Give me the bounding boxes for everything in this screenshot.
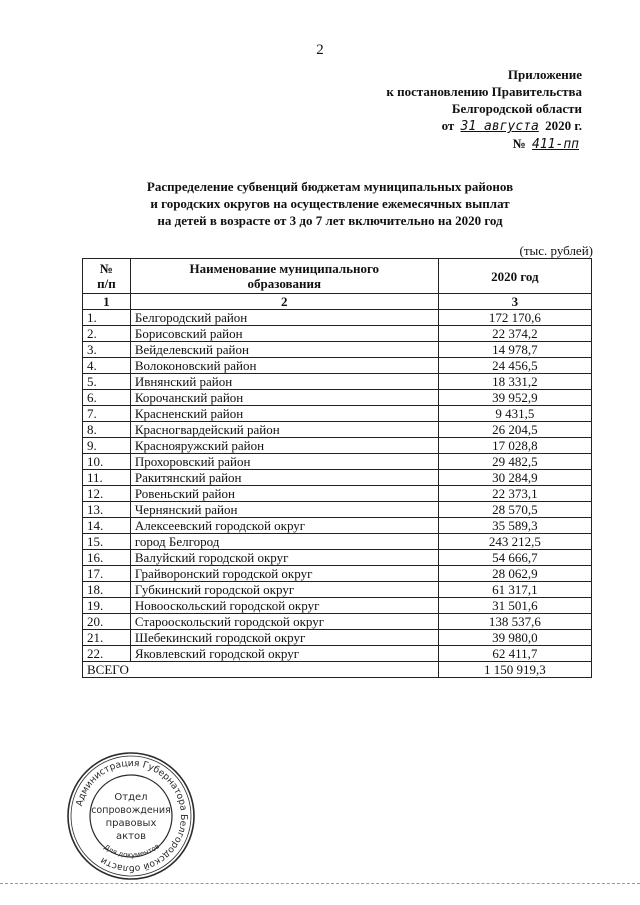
row-name: Алексеевский городской округ (130, 518, 438, 534)
table-row (83, 438, 592, 454)
table-total-row (83, 662, 592, 678)
index-col-3: 3 (438, 294, 591, 310)
row-num: 18. (83, 582, 131, 598)
row-value: 14 978,7 (438, 342, 591, 358)
stamp-bottom-text: Для документов (102, 842, 162, 860)
row-name: Ивнянский район (130, 374, 438, 390)
stamp-graphic (65, 750, 197, 882)
row-num: 17. (83, 566, 131, 582)
table-row (83, 374, 592, 390)
row-num: 11. (83, 470, 131, 486)
row-value: 22 374,2 (438, 326, 591, 342)
row-num: 8. (83, 422, 131, 438)
row-value: 9 431,5 (438, 406, 591, 422)
row-num: 20. (83, 614, 131, 630)
header-name-line2: образования (247, 276, 322, 291)
row-value: 18 331,2 (438, 374, 591, 390)
table-row (83, 310, 592, 326)
row-value: 39 980,0 (438, 630, 591, 646)
row-name: Краснояружский район (130, 438, 438, 454)
row-value: 30 284,9 (438, 470, 591, 486)
table-row (83, 486, 592, 502)
title-line2: и городских округов на осуществление ежемесячных выплат (150, 196, 510, 211)
row-num: 7. (83, 406, 131, 422)
table-row (83, 422, 592, 438)
table-row (83, 390, 592, 406)
table-row (83, 598, 592, 614)
subsidy-table (82, 258, 592, 678)
row-name: город Белгород (130, 534, 438, 550)
table-row (83, 566, 592, 582)
title-line3: на детей в возрасте от 3 до 7 лет включительно на 2020 год (157, 213, 503, 228)
row-name: Красногвардейский район (130, 422, 438, 438)
document-title (80, 178, 580, 229)
row-num: 10. (83, 454, 131, 470)
row-value: 24 456,5 (438, 358, 591, 374)
row-num: 1. (83, 310, 131, 326)
table-header-row (83, 259, 592, 294)
total-value: 1 150 919,3 (438, 662, 591, 678)
table-row (83, 534, 592, 550)
row-value: 17 028,8 (438, 438, 591, 454)
appendix-number (282, 135, 582, 153)
appendix-line3: Белгородской области (451, 101, 582, 116)
row-value: 29 482,5 (438, 454, 591, 470)
table-row (83, 342, 592, 358)
table-body (83, 310, 592, 662)
header-num-line1: № (99, 261, 113, 276)
row-value: 243 212,5 (438, 534, 591, 550)
number-prefix: № (512, 136, 526, 151)
row-value: 28 570,5 (438, 502, 591, 518)
header-name (130, 259, 438, 294)
table-row (83, 470, 592, 486)
row-num: 19. (83, 598, 131, 614)
header-year: 2020 год (438, 259, 591, 294)
row-num: 15. (83, 534, 131, 550)
table-row (83, 646, 592, 662)
row-name: Яковлевский городской округ (130, 646, 438, 662)
row-value: 172 170,6 (438, 310, 591, 326)
row-name: Шебекинский городской округ (130, 630, 438, 646)
row-num: 21. (83, 630, 131, 646)
row-num: 12. (83, 486, 131, 502)
table-row (83, 518, 592, 534)
row-name: Волоконовский район (130, 358, 438, 374)
official-stamp (65, 750, 197, 882)
row-name: Белгородский район (130, 310, 438, 326)
stamp-ring-text: Администрация Губернатора Белгородской области (74, 757, 190, 875)
stamp-center-line3: правовых (105, 818, 157, 829)
table-row (83, 630, 592, 646)
row-name: Борисовский район (130, 326, 438, 342)
row-value: 35 589,3 (438, 518, 591, 534)
row-value: 28 062,9 (438, 566, 591, 582)
appendix-block (282, 66, 582, 153)
stamp-center-line1: Отдел (114, 792, 148, 803)
row-num: 2. (83, 326, 131, 342)
header-num (83, 259, 131, 294)
index-col-1: 1 (83, 294, 131, 310)
table-row (83, 550, 592, 566)
row-num: 5. (83, 374, 131, 390)
date-handwritten: 31 августа (460, 119, 539, 134)
row-value: 62 411,7 (438, 646, 591, 662)
row-num: 6. (83, 390, 131, 406)
appendix-date (282, 117, 582, 135)
table-row (83, 326, 592, 342)
row-name: Старооскольский городской округ (130, 614, 438, 630)
row-name: Валуйский городской округ (130, 550, 438, 566)
appendix-line1: Приложение (507, 67, 582, 82)
row-name: Грайворонский городской округ (130, 566, 438, 582)
table-row (83, 582, 592, 598)
row-name: Губкинский городской округ (130, 582, 438, 598)
row-num: 4. (83, 358, 131, 374)
table-index-row (83, 294, 592, 310)
row-num: 13. (83, 502, 131, 518)
row-value: 138 537,6 (438, 614, 591, 630)
row-num: 16. (83, 550, 131, 566)
stamp-center-line4: актов (115, 831, 147, 842)
table-row (83, 502, 592, 518)
row-value: 31 501,6 (438, 598, 591, 614)
appendix-line2: к постановлению Правительства (386, 84, 582, 99)
row-value: 54 666,7 (438, 550, 591, 566)
row-value: 61 317,1 (438, 582, 591, 598)
row-value: 22 373,1 (438, 486, 591, 502)
date-prefix: от (441, 118, 455, 133)
row-num: 9. (83, 438, 131, 454)
row-value: 26 204,5 (438, 422, 591, 438)
table-row (83, 454, 592, 470)
bottom-scan-line (0, 883, 640, 885)
row-name: Ровеньский район (130, 486, 438, 502)
date-year: 2020 г. (545, 118, 582, 133)
header-name-line1: Наименование муниципального (189, 261, 380, 276)
row-name: Ракитянский район (130, 470, 438, 486)
stamp-center-line2: сопровождения (91, 805, 171, 816)
number-handwritten: 411-пп (532, 137, 579, 152)
table-row (83, 358, 592, 374)
units-label: (тыс. рублей) (519, 243, 593, 258)
row-name: Новооскольский городской округ (130, 598, 438, 614)
row-num: 22. (83, 646, 131, 662)
page-number: 2 (316, 42, 324, 58)
title-line1: Распределение субвенций бюджетам муниципальных районов (146, 179, 514, 194)
total-label: ВСЕГО (83, 662, 439, 678)
table-row (83, 406, 592, 422)
row-num: 14. (83, 518, 131, 534)
row-name: Чернянский район (130, 502, 438, 518)
row-name: Вейделевский район (130, 342, 438, 358)
row-num: 3. (83, 342, 131, 358)
index-col-2: 2 (130, 294, 438, 310)
row-name: Красненский район (130, 406, 438, 422)
table-row (83, 614, 592, 630)
row-value: 39 952,9 (438, 390, 591, 406)
stamp-outer-ring (68, 753, 194, 879)
row-name: Корочанский район (130, 390, 438, 406)
row-name: Прохоровский район (130, 454, 438, 470)
header-num-line2: п/п (97, 276, 116, 291)
